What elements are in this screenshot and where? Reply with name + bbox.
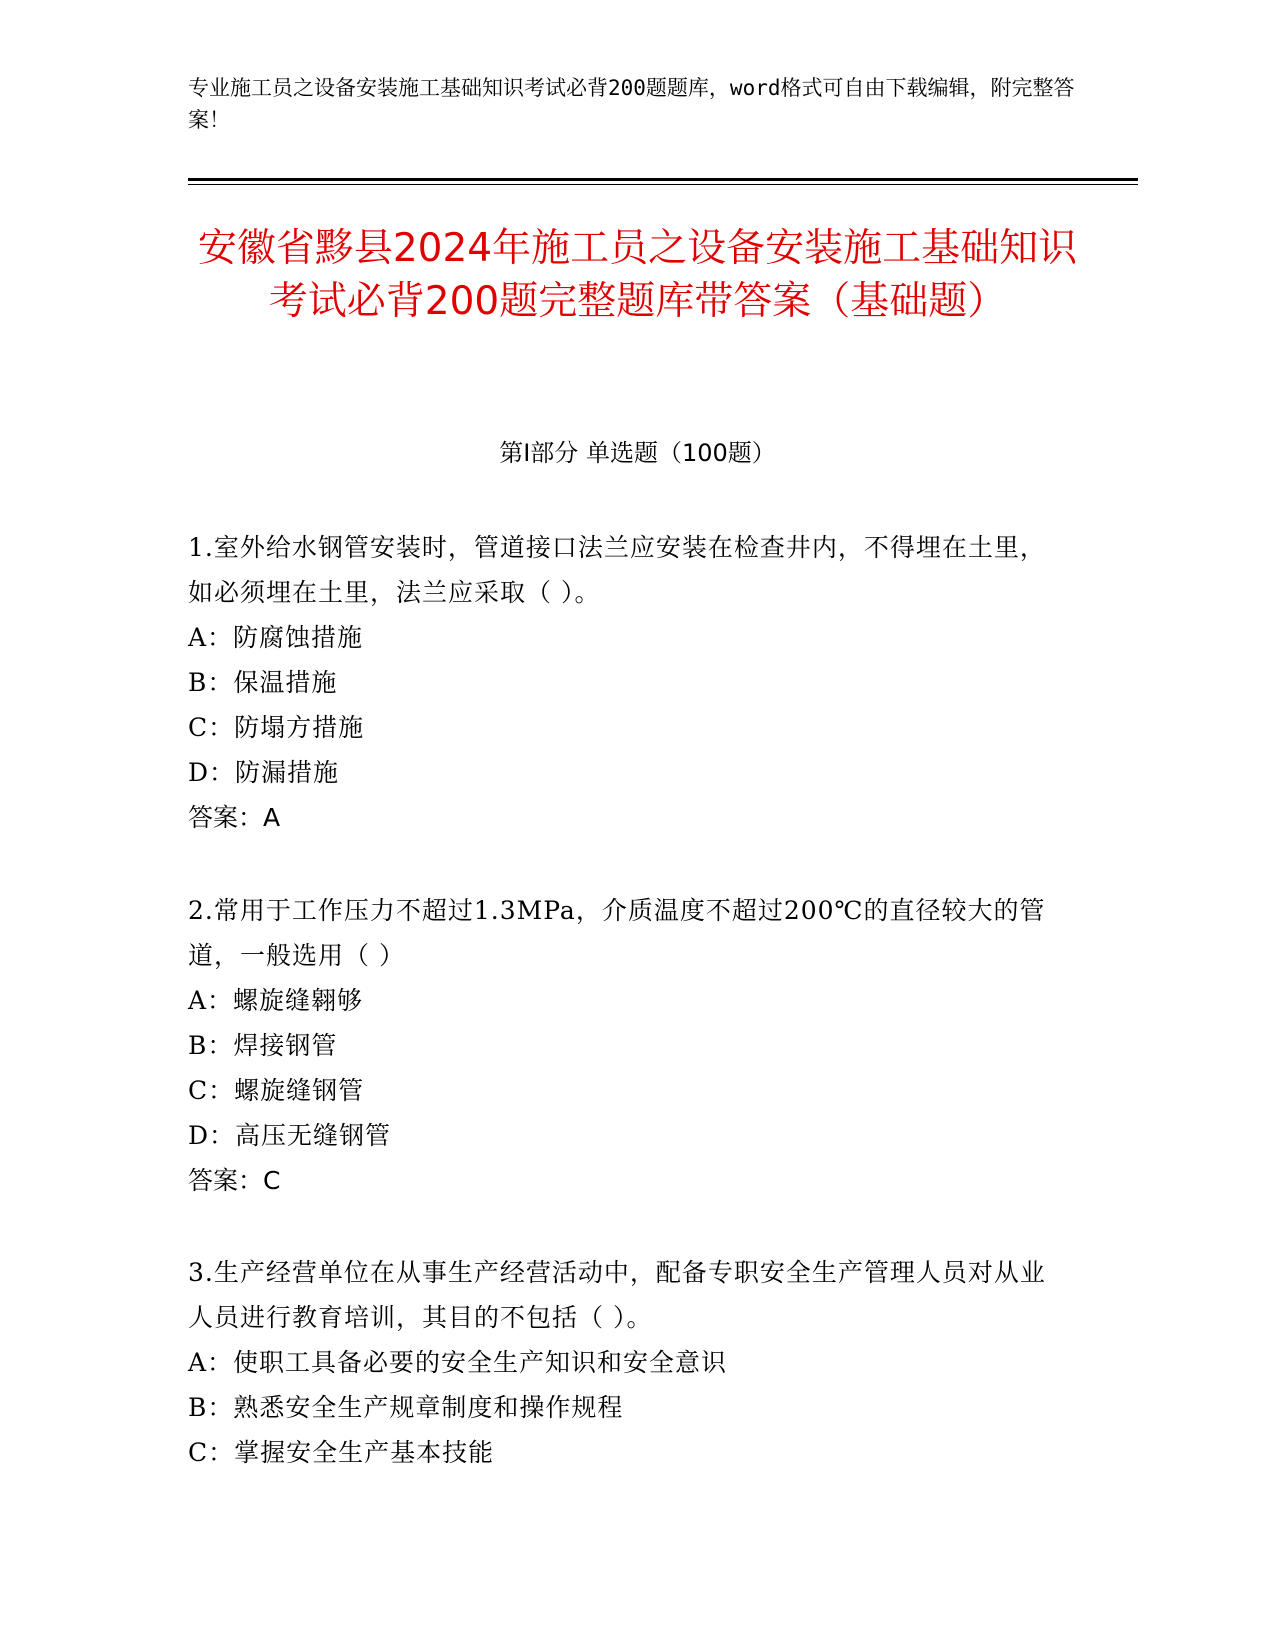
option-c: C：防塌方措施 — [188, 713, 365, 742]
header-rule-thick — [188, 178, 1138, 181]
answer: 答案：C — [188, 1166, 281, 1195]
question-stem: 3.生产经营单位在从事生产经营活动中，配备专职安全生产管理人员对从业人员进行教育培训，其目的不包括（ ）。 — [188, 1258, 1046, 1332]
header-note: 专业施工员之设备安装施工基础知识考试必背200题题库，word格式可自由下载编辑，附完整答案！ — [188, 76, 1075, 132]
option-a: A：螺旋缝翱够 — [188, 986, 364, 1015]
document-title: 安徽省黟县2024年施工员之设备安装施工基础知识考试必背200题完整题库带答案（基础题） — [197, 226, 1078, 324]
section-heading: 第I部分 单选题（100题） — [499, 439, 776, 467]
header-rule-thin — [188, 184, 1138, 185]
answer: 答案：A — [188, 803, 281, 832]
option-d: D：高压无缝钢管 — [188, 1121, 392, 1150]
option-d: D：防漏措施 — [188, 758, 340, 787]
question-2 — [188, 888, 1068, 1203]
question-stem: 1.室外给水钢管安装时，管道接口法兰应安装在检查井内，不得埋在土里，如必须埋在土里，法兰应采取（ ）。 — [188, 533, 1046, 607]
question-stem: 2.常用于工作压力不超过1.3MPa，介质温度不超过200℃的直径较大的管道，一般选用（ ） — [188, 896, 1046, 970]
option-c: C：掌握安全生产基本技能 — [188, 1438, 495, 1467]
option-a: A：防腐蚀措施 — [188, 623, 364, 652]
option-a: A：使职工具备必要的安全生产知识和安全意识 — [188, 1348, 728, 1377]
question-3 — [188, 1250, 1068, 1475]
option-c: C：螺旋缝钢管 — [188, 1076, 365, 1105]
option-b: B：保温措施 — [188, 668, 338, 697]
option-b: B：熟悉安全生产规章制度和操作规程 — [188, 1393, 624, 1422]
option-b: B：焊接钢管 — [188, 1031, 338, 1060]
question-1 — [188, 525, 1068, 840]
